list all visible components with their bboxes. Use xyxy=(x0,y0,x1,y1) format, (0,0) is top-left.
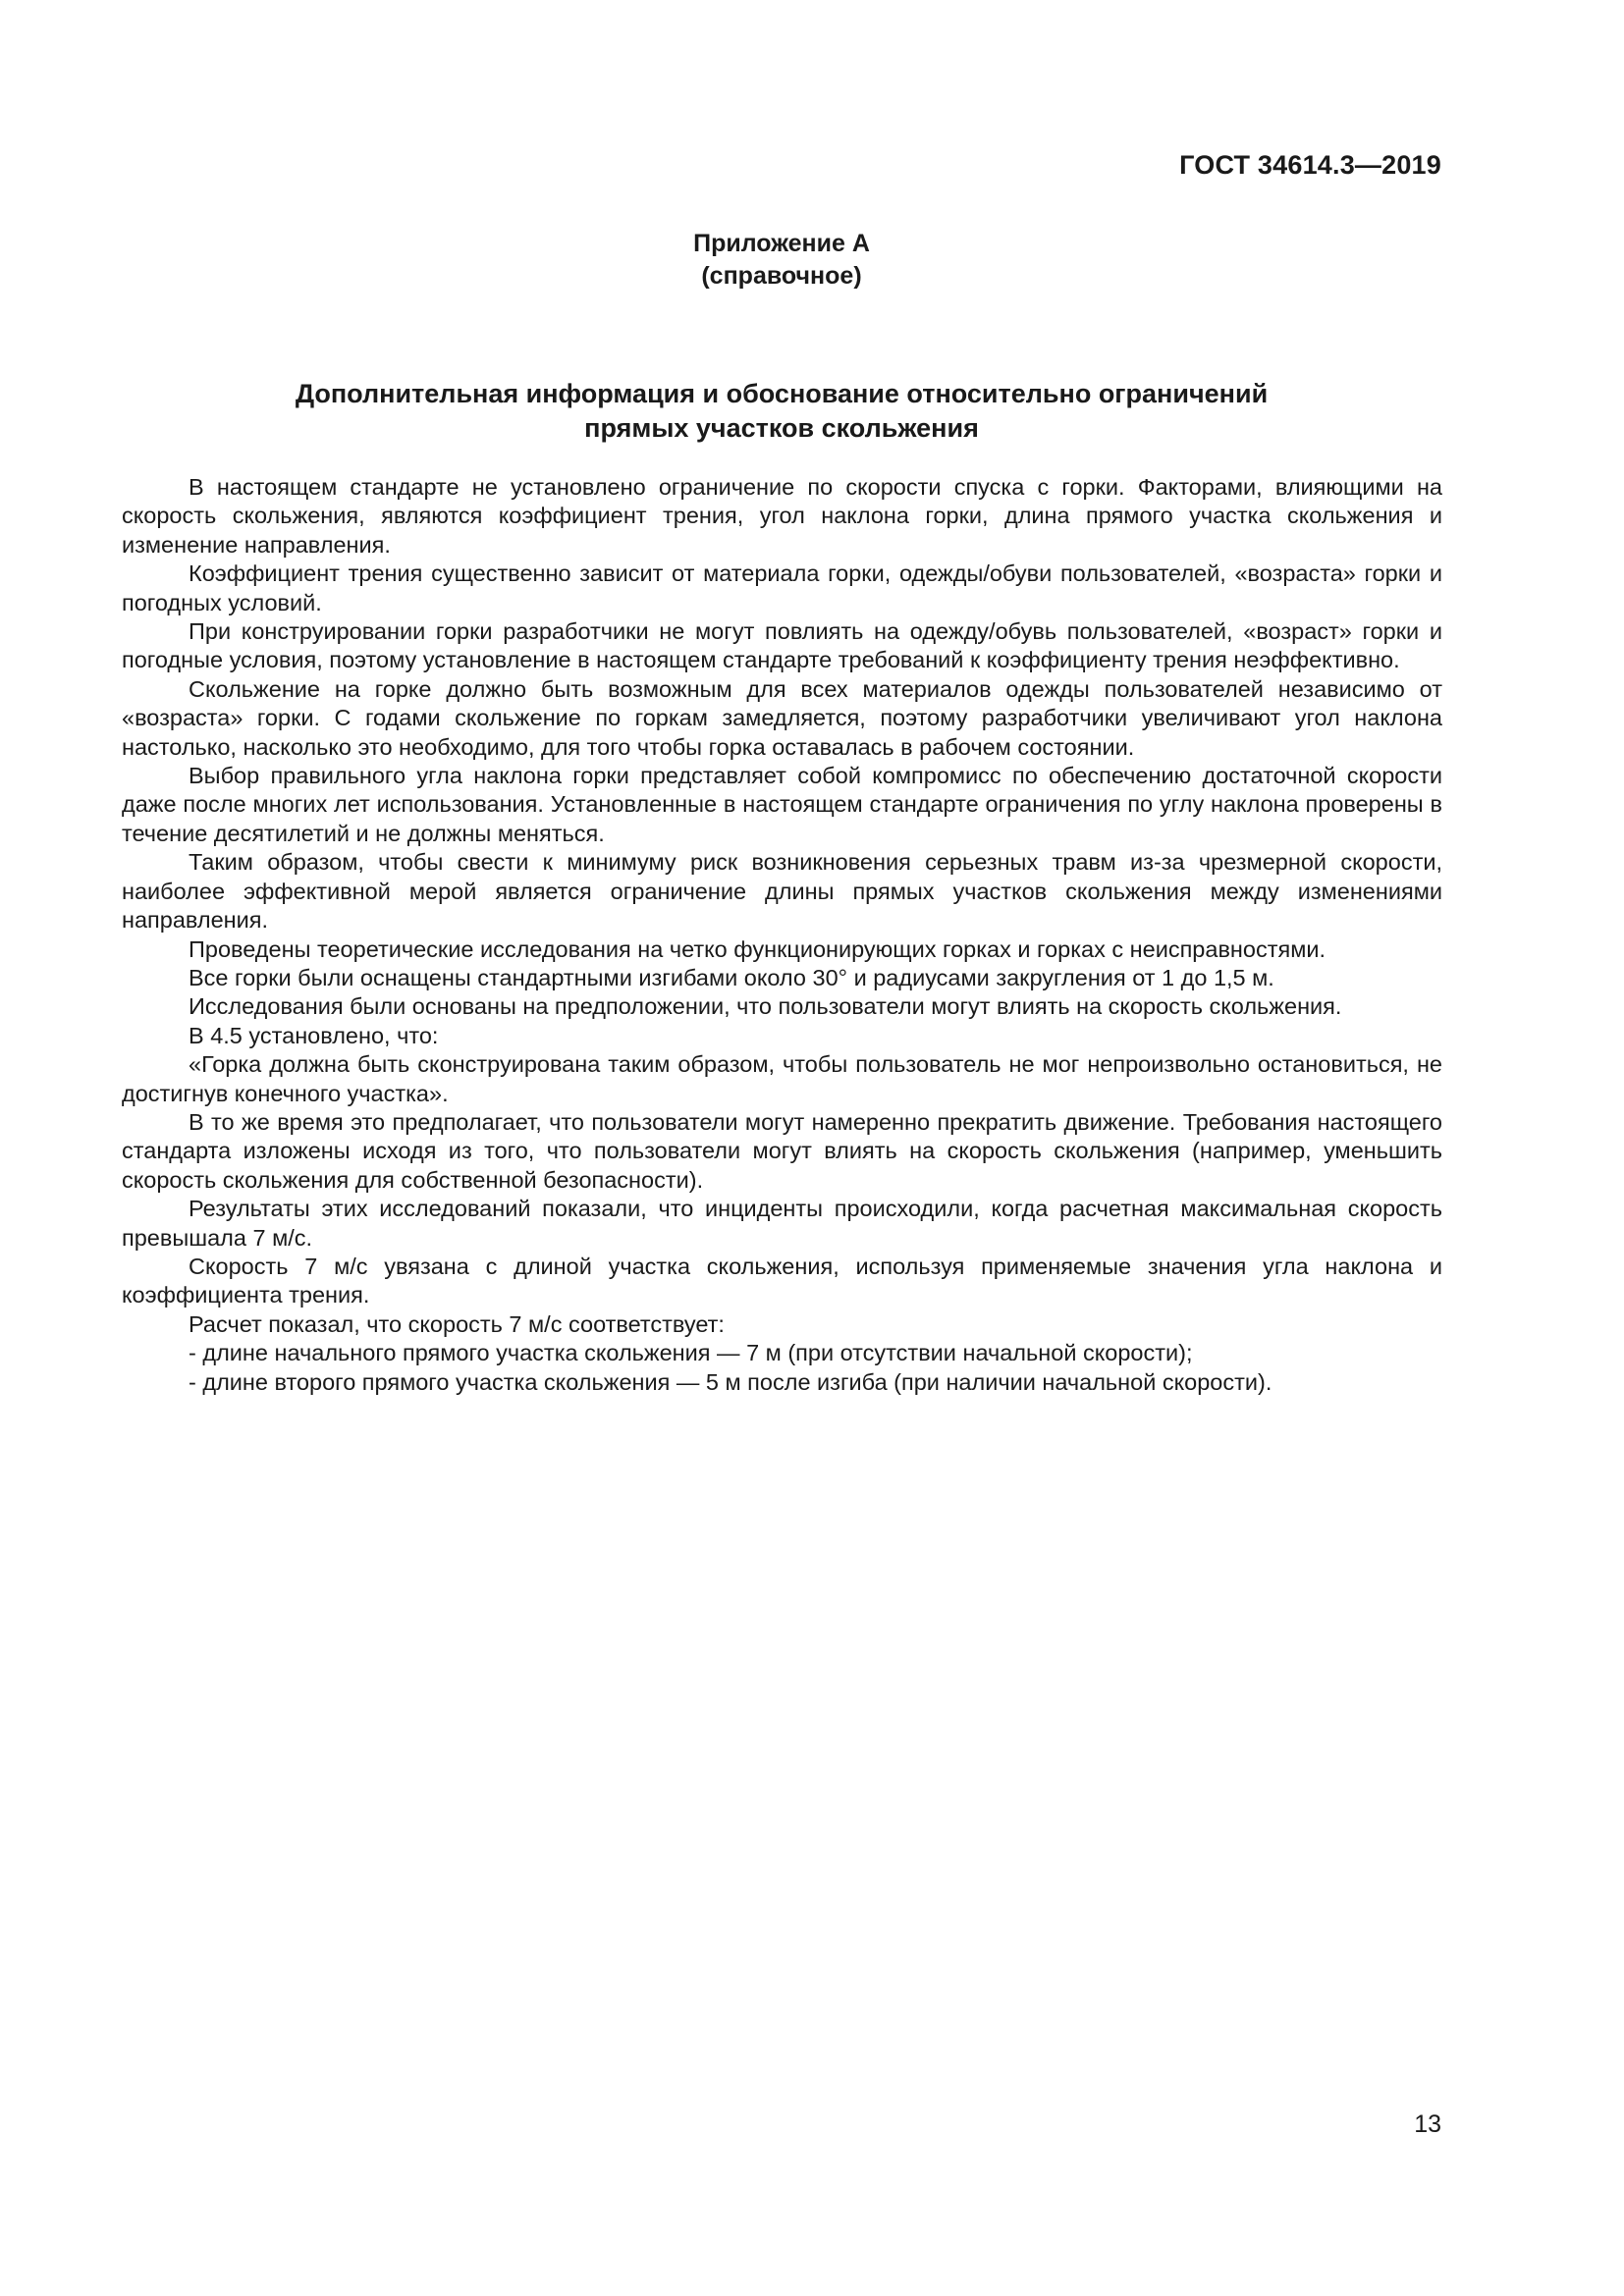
paragraph: Все горки были оснащены стандартными изгибами около 30° и радиусами закругления от 1 до 1,5 м. xyxy=(189,964,1274,990)
paragraph: В 4.5 установлено, что: xyxy=(189,1022,439,1048)
paragraph: Исследования были основаны на предположении, что пользователи могут влиять на скорость скольжения. xyxy=(189,993,1342,1020)
paragraph: При конструировании горки разработчики не могут повлиять на одежду/обувь пользователей, «возраст» горки и погодные условия, поэтому установление в настоящем стандарте требований к коэффициенту трения неэффективно. xyxy=(122,618,1442,673)
list-item: - длине начального прямого участка скольжения — 7 м (при отсутствии начальной скорости); xyxy=(189,1340,1193,1366)
body-text xyxy=(122,473,1442,1397)
quote-paragraph: «Горка должна быть сконструирована таким образом, чтобы пользователь не мог непроизвольно остановиться, не достигнув конечного участка». xyxy=(122,1051,1442,1106)
document-code: ГОСТ 34614.3—2019 xyxy=(1179,150,1441,180)
paragraph: Результаты этих исследований показали, что инциденты происходили, когда расчетная максимальная скорость превышала 7 м/с. xyxy=(122,1196,1442,1251)
paragraph: В то же время это предполагает, что пользователи могут намеренно прекратить движение. Требования настоящего стандарта изложены исходя из того, что пользователи могут влиять на скорость скольжения (например, уменьшить скорость скольжения для собственной безопасности). xyxy=(122,1108,1442,1193)
appendix-title: Приложение А xyxy=(693,230,870,257)
appendix-subtitle: (справочное) xyxy=(701,262,862,290)
paragraph: Коэффициент трения существенно зависит от материала горки, одежды/обуви пользователей, «возраста» горки и погодных условий. xyxy=(122,561,1442,615)
section-title-line-1: Дополнительная информация и обоснование относительно ограничений xyxy=(295,379,1269,408)
paragraph: Расчет показал, что скорость 7 м/с соответствует: xyxy=(189,1310,725,1337)
paragraph: Таким образом, чтобы свести к минимуму риск возникновения серьезных травм из-за чрезмерной скорости, наиболее эффективной мерой является ограничение длины прямых участков скольжения между изменениями направления. xyxy=(122,849,1442,934)
section-title-line-2: прямых участков скольжения xyxy=(584,413,979,443)
paragraph: Скорость 7 м/с увязана с длиной участка скольжения, используя применяемые значения угла наклона и коэффициента трения. xyxy=(122,1253,1442,1308)
paragraph: В настоящем стандарте не установлено ограничение по скорости спуска с горки. Факторами, влияющими на скорость скольжения, являются коэффициент трения, угол наклона горки, длина прямого участка скольжения и изменение направления. xyxy=(122,474,1442,558)
section-title xyxy=(0,377,1563,446)
paragraph: Проведены теоретические исследования на четко функционирующих горках и горках с неисправностями. xyxy=(189,935,1326,962)
page-number: 13 xyxy=(1414,2110,1441,2138)
list-item: - длине второго прямого участка скольжения — 5 м после изгиба (при наличии начальной скорости). xyxy=(189,1368,1272,1395)
appendix-heading xyxy=(0,228,1563,293)
paragraph: Скольжение на горке должно быть возможным для всех материалов одежды пользователей независимо от «возраста» горки. С годами скольжение по горкам замедляется, поэтому разработчики увеличивают угол наклона настолько, насколько это необходимо, для того чтобы горка оставалась в рабочем состоянии. xyxy=(122,675,1442,760)
paragraph: Выбор правильного угла наклона горки представляет собой компромисс по обеспечению достаточной скорости даже после многих лет использования. Установленные в настоящем стандарте ограничения по углу наклона проверены в течение десятилетий и не должны меняться. xyxy=(122,763,1442,846)
